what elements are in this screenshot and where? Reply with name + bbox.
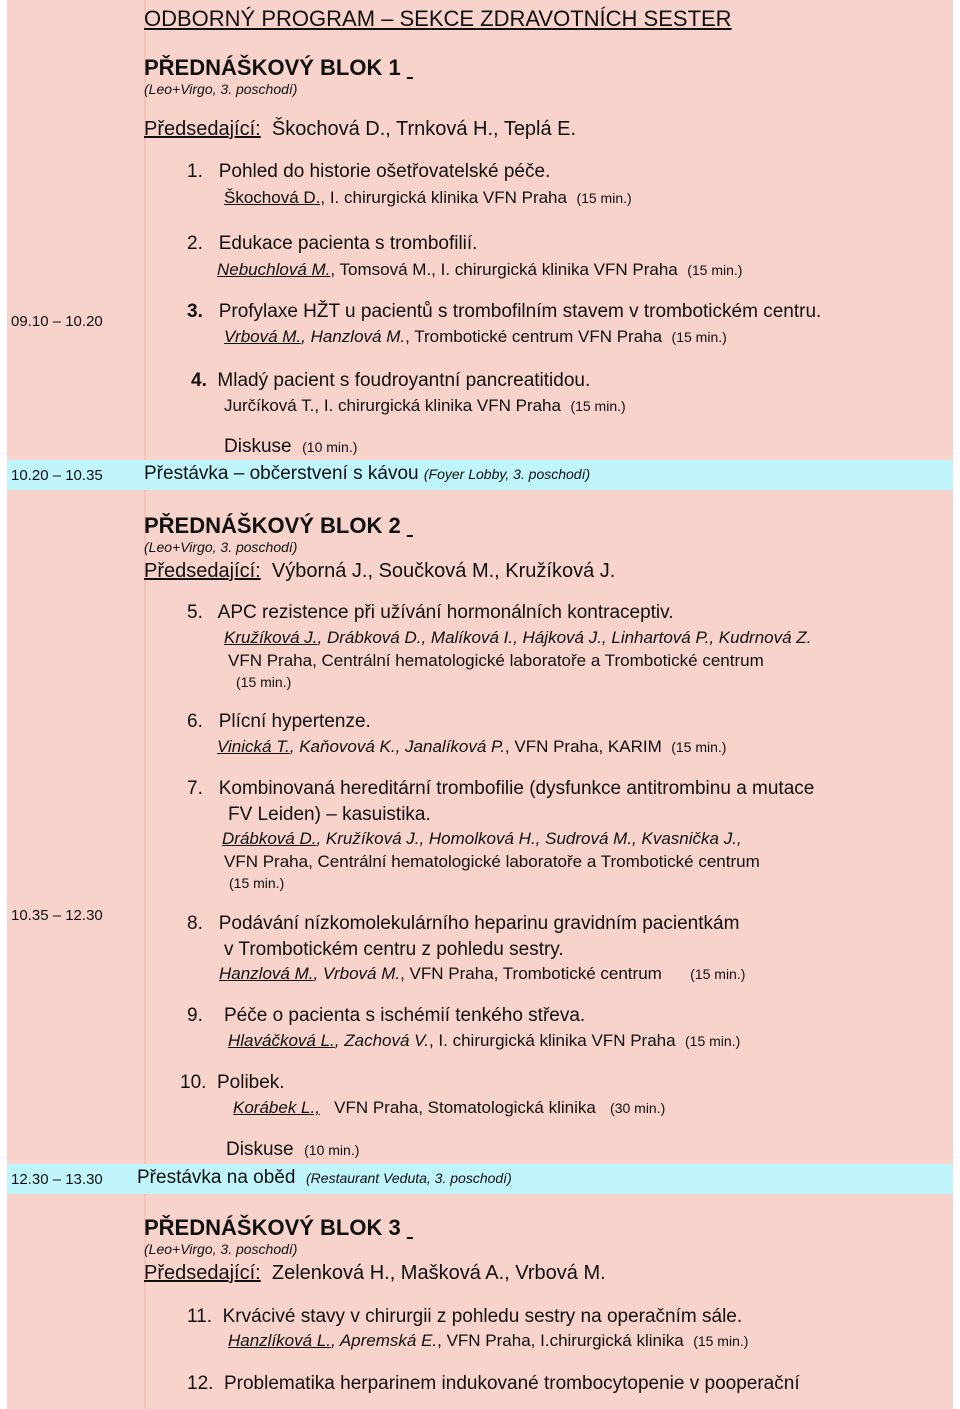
item-7-title: 7. Kombinovaná hereditární trombofilie (dysfunkce antitrombinu a mutace [187, 778, 815, 799]
block1-heading: PŘEDNÁŠKOVÝ BLOK 1 [144, 55, 401, 80]
item-10-title: 10. Polibek. [180, 1072, 285, 1093]
item-7-authors: Drábková D., Kružíková J., Homolková H., Sudrová M., Kvasnička J., [222, 829, 742, 848]
item-8-title: 8. Podávání nízkomolekulárního heparinu gravidním pacientkám [187, 913, 740, 934]
item-2-authors: Nebuchlová M., Tomsová M., I. chirurgická klinika VFN Praha (15 min.) [217, 260, 743, 279]
item-6-title: 6. Plícní hypertenze. [187, 711, 371, 732]
block3-heading: PŘEDNÁŠKOVÝ BLOK 3 [144, 1215, 401, 1240]
item-7-institution: VFN Praha, Centrální hematologické laboratoře a Trombotické centrum [224, 852, 760, 871]
item-11-title: 11. Krvácivé stavy v chirurgii z pohledu sestry na operačním sále. [187, 1306, 743, 1327]
item-1-authors: Škochová D., I. chirurgická klinika VFN Praha (15 min.) [224, 188, 632, 207]
item-9-authors: Hlaváčková L., Zachová V., I. chirurgická klinika VFN Praha (15 min.) [228, 1031, 741, 1050]
block2-time: 10.35 – 12.30 [11, 907, 103, 924]
item-7-duration: (15 min.) [229, 875, 285, 891]
item-3-authors: Vrbová M., Hanzlová M., Trombotické centrum VFN Praha (15 min.) [224, 327, 727, 346]
block2-discussion: Diskuse (10 min.) [226, 1139, 360, 1160]
item-8-title-line2: v Trombotickém centru z pohledu sestry. [224, 939, 564, 960]
program-page [7, 0, 953, 1409]
block3-chairs: Předsedající: Zelenková H., Mašková A., Vrbová M. [144, 1262, 606, 1284]
block3-location: (Leo+Virgo, 3. poschodí) [144, 1241, 298, 1257]
item-5-duration: (15 min.) [236, 674, 292, 690]
item-4-title: 4. Mladý pacient s foudroyantní pancreatitidou. [191, 370, 591, 391]
block1-time: 09.10 – 10.20 [11, 313, 103, 330]
item-4-authors: Jurčíková T., I. chirurgická klinika VFN Praha (15 min.) [224, 396, 626, 415]
break2-label: Přestávka na oběd (Restaurant Veduta, 3. poschodí) [137, 1167, 512, 1188]
break1-label: Přestávka – občerstvení s kávou (Foyer Lobby, 3. poschodí) [144, 463, 591, 484]
item-10-authors: Korábek L., VFN Praha, Stomatologická klinika (30 min.) [233, 1098, 666, 1117]
block2-chairs: Předsedající: Výborná J., Součková M., Kružíková J. [144, 560, 616, 582]
item-5-institution: VFN Praha, Centrální hematologické laboratoře a Trombotické centrum [228, 651, 764, 670]
item-5-authors: Kružíková J., Drábková D., Malíková I., Hájková J., Linhartová P., Kudrnová Z. [224, 628, 812, 647]
break2-time: 12.30 – 13.30 [11, 1171, 103, 1188]
block2-location: (Leo+Virgo, 3. poschodí) [144, 539, 298, 555]
break1-time: 10.20 – 10.35 [11, 467, 103, 484]
column-divider [144, 0, 146, 1409]
item-11-authors: Hanzlíková L., Apremská E., VFN Praha, I.chirurgická klinika (15 min.) [228, 1331, 749, 1350]
item-5-title: 5. APC rezistence při užívání hormonálních kontraceptiv. [187, 602, 674, 623]
item-7-title-line2: FV Leiden) – kasuistika. [228, 804, 431, 825]
item-9-title: 9. Péče o pacienta s ischémií tenkého střeva. [187, 1005, 586, 1026]
page-title: ODBORNÝ PROGRAM – SEKCE ZDRAVOTNÍCH SESTER [144, 6, 732, 31]
item-8-authors: Hanzlová M., Vrbová M., VFN Praha, Trombotické centrum (15 min.) [219, 964, 746, 983]
block2-heading: PŘEDNÁŠKOVÝ BLOK 2 [144, 513, 401, 538]
item-2-title: 2. Edukace pacienta s trombofilií. [187, 233, 478, 254]
item-6-authors: Vinická T., Kaňovová K., Janalíková P., VFN Praha, KARIM (15 min.) [217, 737, 727, 756]
item-1-title: 1. Pohled do historie ošetřovatelské péče. [187, 161, 551, 182]
block1-discussion: Diskuse (10 min.) [224, 436, 358, 457]
item-3-title: 3. Profylaxe HŽT u pacientů s trombofilním stavem v trombotickém centru. [187, 301, 822, 322]
block1-location: (Leo+Virgo, 3. poschodí) [144, 81, 298, 97]
block1-chairs: Předsedající: Škochová D., Trnková H., Teplá E. [144, 118, 577, 140]
item-12-title: 12. Problematika herparinem indukované trombocytopenie v pooperační [187, 1373, 800, 1394]
